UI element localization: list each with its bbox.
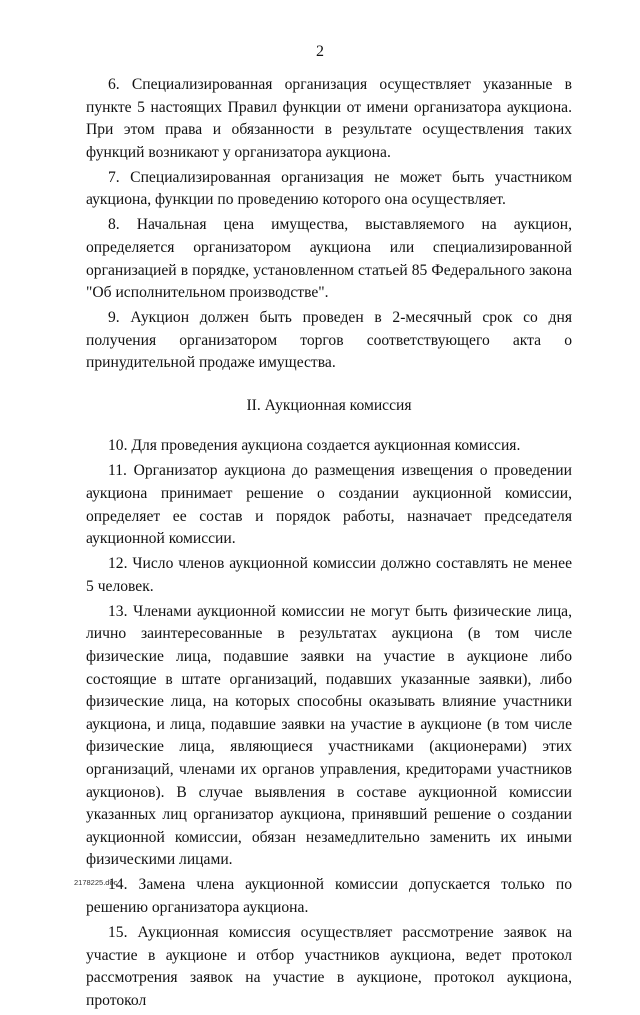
paragraph-10: 10. Для проведения аукциона создается аукционная комиссия.: [108, 437, 521, 455]
paragraph-7: 7. Специализированная организация не может быть участником аукциона, функции по проведению которого она осуществляет.: [86, 168, 572, 209]
document-body: [86, 74, 572, 1015]
page-number: 2: [316, 43, 324, 60]
footer-filename: 2178225.doc: [74, 878, 118, 887]
paragraph-8: 8. Начальная цена имущества, выставляемого на аукцион, определяется организатором аукциона или специализированной организацией в порядке, установленном статьей 85 Федерального закона "Об исполнительном производстве".: [86, 216, 572, 302]
paragraph-9: 9. Аукцион должен быть проведен в 2-месячный срок со дня получения организатором торгов соответствующего акта о принудительной продаже имущества.: [86, 309, 572, 372]
paragraph-12: 12. Число членов аукционной комиссии должно составлять не менее 5 человек.: [86, 555, 572, 595]
paragraph-13: 13. Членами аукционной комиссии не могут быть физические лица, лично заинтересованные в результатах аукциона (в том числе физические лица, подавшие заявки на участие в аукционе либо состоящие в штате организаций, подавших указанные заявки), либо физические лица, на которых способны оказывать влияние участники аукциона, и лица, подавшие заявки на участие в аукционе (в том числе физические лица, являющиеся участниками (акционерами) этих организаций, членами их органов управления, кредиторами участников аукционов). В случае выявления в составе аукционной комиссии указанных лиц организатор аукциона, принявший решение о создании аукционной комиссии, обязан незамедлительно заменить их иными физическими лицами.: [86, 602, 572, 869]
paragraph-11: 11. Организатор аукциона до размещения извещения о проведении аукциона принимает решение о создании аукционной комиссии, определяет ее состав и порядок работы, назначает председателя аукционной комиссии.: [86, 462, 572, 548]
paragraph-15: 15. Аукционная комиссия осуществляет рассмотрение заявок на участие в аукционе и отбор участников аукциона, ведет протокол рассмотрения заявок на участие в аукционе, протокол аукциона, протокол: [86, 923, 572, 1009]
section-heading: II. Аукционная комиссия: [246, 396, 412, 414]
paragraph-14: 14. Замена члена аукционной комиссии допускается только по решению организатора аукциона.: [86, 876, 572, 916]
paragraph-6: 6. Специализированная организация осуществляет указанные в пункте 5 настоящих Правил функции от имени организатора аукциона. При этом права и обязанности в результате осуществления таких функций возникают у организатора аукциона.: [86, 76, 572, 161]
